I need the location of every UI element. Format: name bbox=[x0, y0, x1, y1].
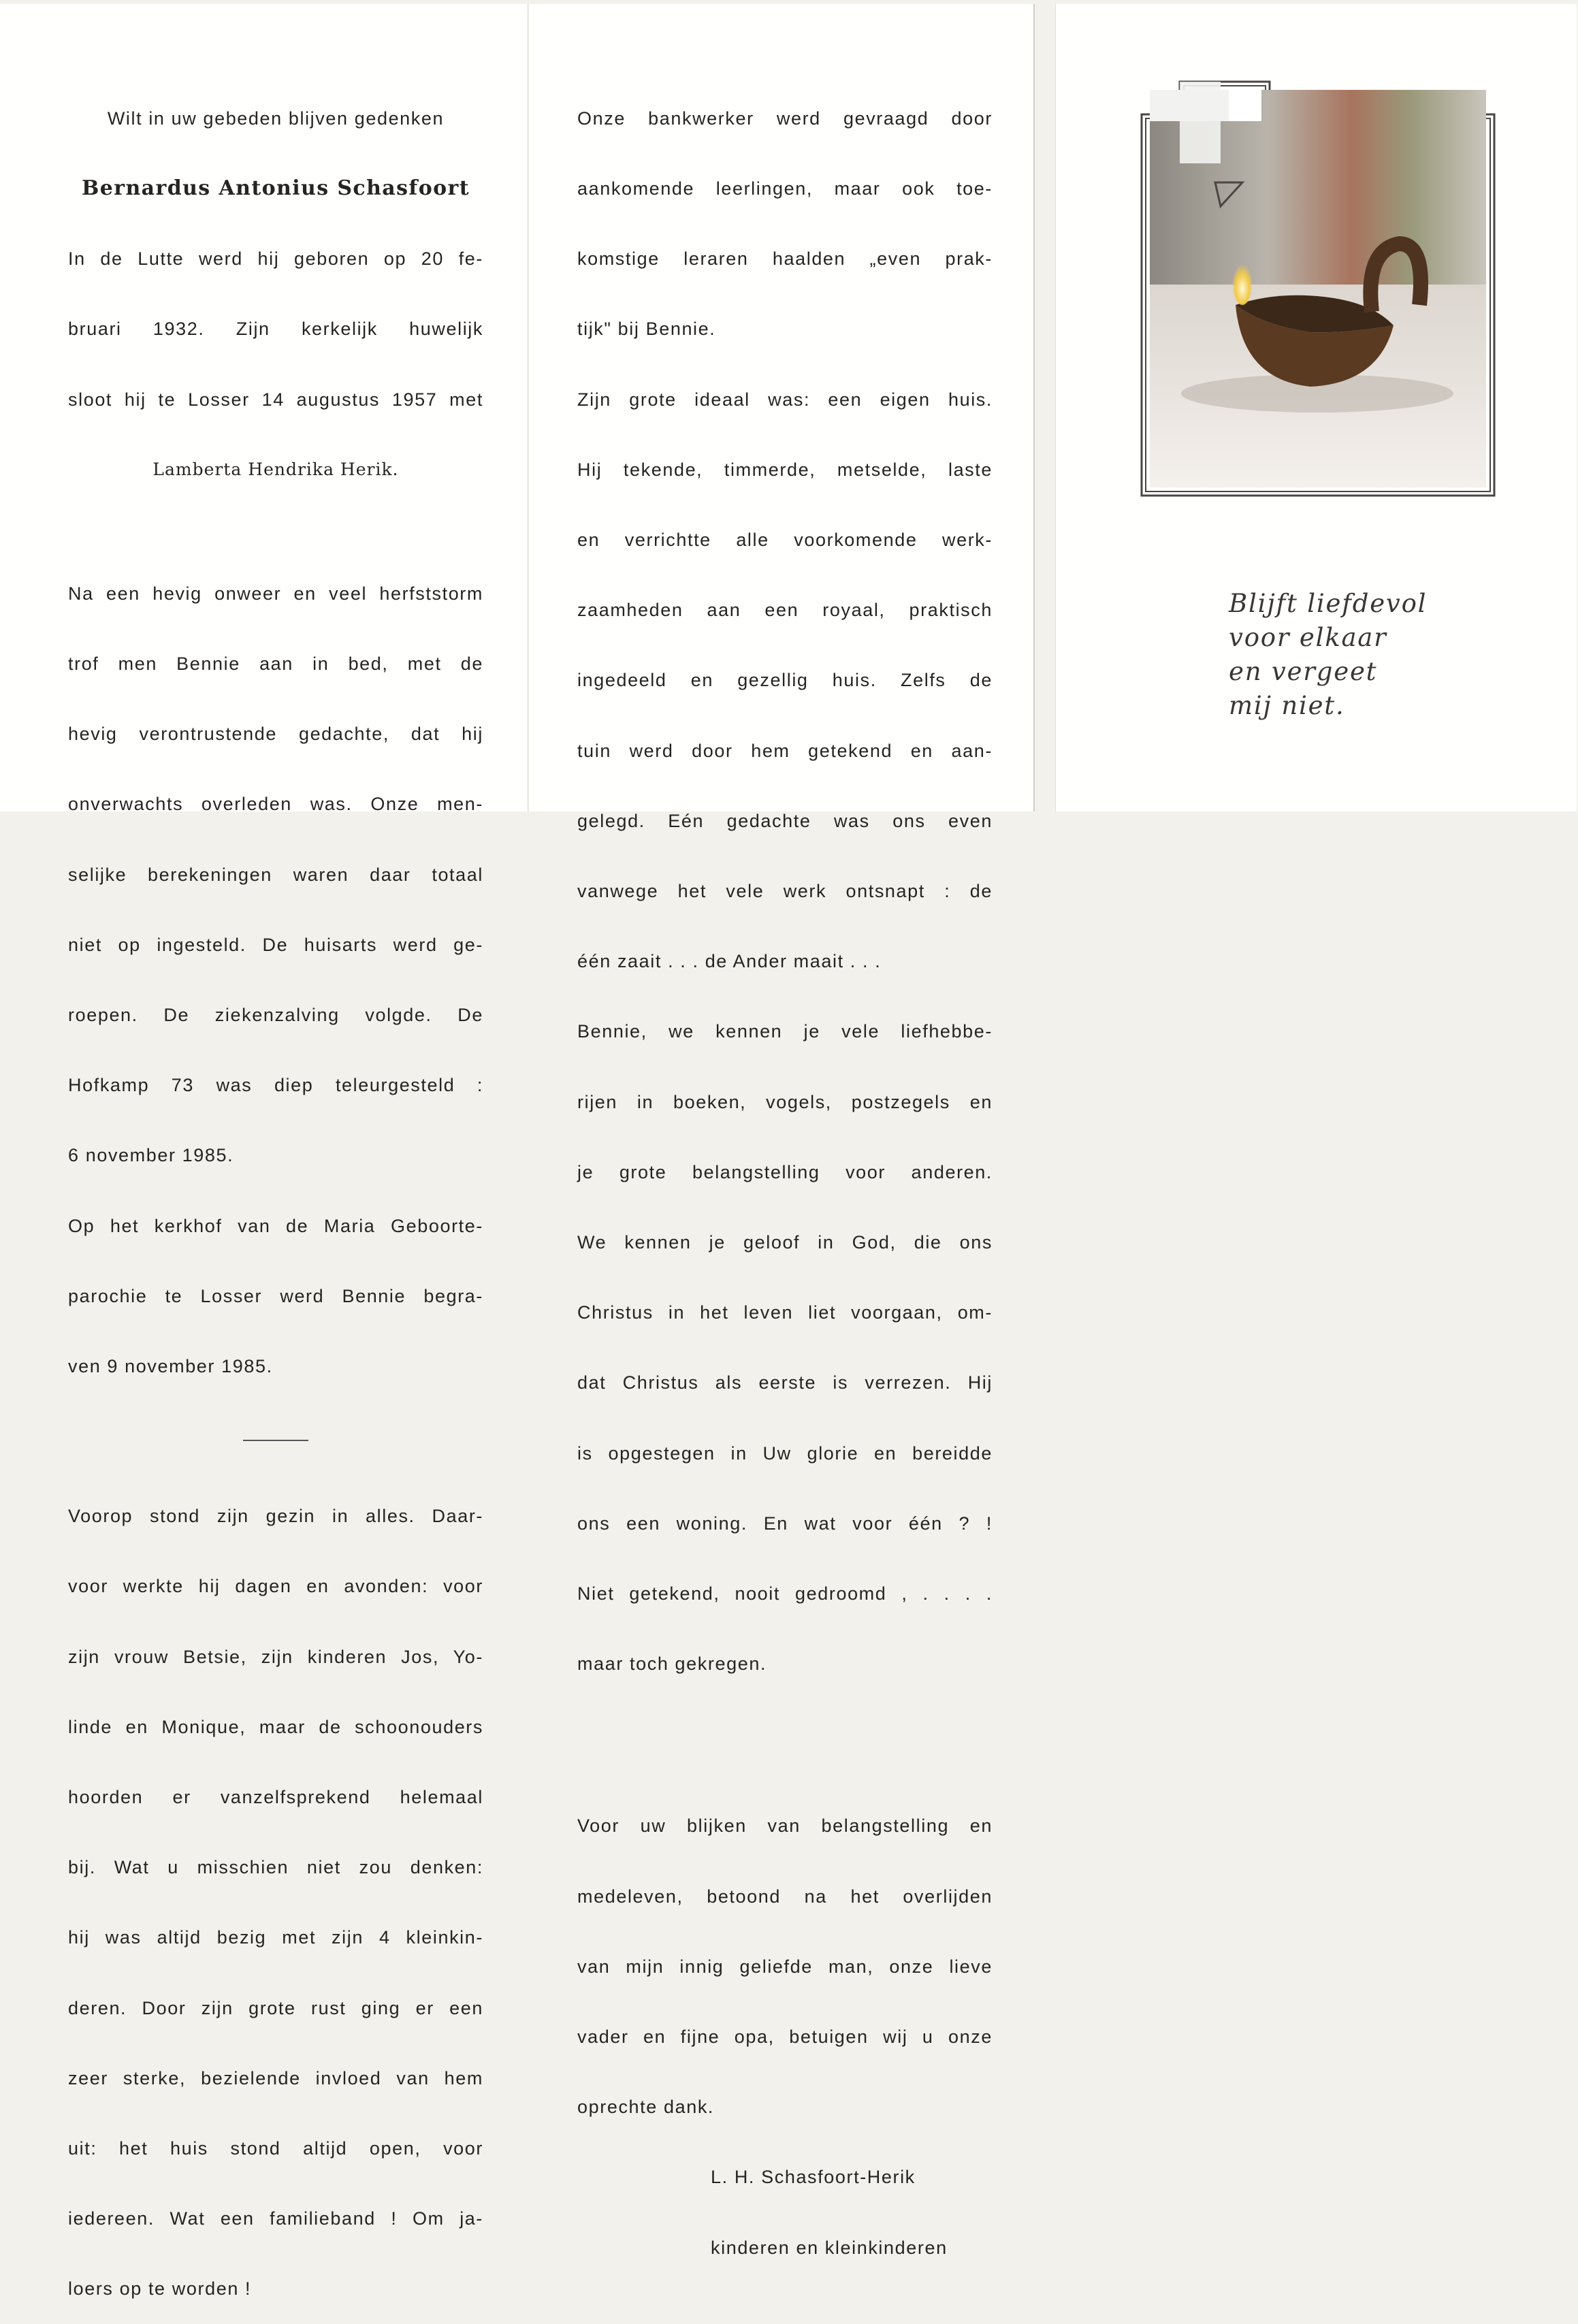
left-text-column bbox=[68, 60, 483, 2324]
text-line: Hofkamp 73 was diep teleurgesteld : bbox=[68, 1075, 483, 1096]
text-line: oprechte dank. bbox=[577, 2097, 715, 2118]
text-line: ingedeeld en gezellig huis. Zelfs de bbox=[577, 670, 993, 691]
text-line: uit: het huis stond altijd open, voor bbox=[68, 2137, 483, 2159]
text-line: aankomende leerlingen, maar ook toe- bbox=[577, 178, 993, 199]
text-line: vader en fijne opa, betuigen wij u onze bbox=[577, 2026, 993, 2047]
text-line: selijke berekeningen waren daar totaal bbox=[68, 864, 483, 885]
text-line: tijk" bij Bennie. bbox=[577, 319, 716, 340]
text-line: Na een hevig onweer en veel herfststorm bbox=[68, 583, 483, 604]
text-line: We kennen je geloof in God, die ons bbox=[577, 1232, 993, 1253]
text-line: rijen in boeken, vogels, postzegels en bbox=[577, 1091, 993, 1112]
spouse-name: Lamberta Hendrika Herik. bbox=[152, 459, 399, 479]
signature-line: L. H. Schasfoort-Herik bbox=[711, 2167, 916, 2188]
text-line: Voor uw blijken van belangstelling en bbox=[577, 1815, 993, 1837]
text-line: Christus in het leven liet voorgaan, om- bbox=[577, 1302, 993, 1323]
text-line: medeleven, betoond na het overlijden bbox=[577, 1886, 993, 1907]
text-line: parochie te Losser werd Bennie begra- bbox=[68, 1285, 483, 1306]
signature-line: kinderen en kleinkinderen bbox=[711, 2237, 948, 2258]
text-line: Zijn grote ideaal was: een eigen huis. bbox=[577, 389, 993, 410]
text-line: Hij tekende, timmerde, metselde, laste bbox=[577, 459, 993, 480]
text-line: 6 november 1985. bbox=[68, 1145, 234, 1166]
text-line: vanwege het vele werk ontsnapt : de bbox=[577, 881, 993, 902]
text-line: zeer sterke, bezielende invloed van hem bbox=[68, 2067, 483, 2088]
text-line: linde en Monique, maar de schoonouders bbox=[68, 1716, 483, 1737]
text-line: Voorop stond zijn gezin in alles. Daar- bbox=[68, 1506, 483, 1527]
poem-line: Blijft liefdevol bbox=[1229, 589, 1428, 618]
text-line: zijn vrouw Betsie, zijn kinderen Jos, Yo- bbox=[68, 1646, 483, 1667]
text-line: is opgestegen in Uw glorie en bereidde bbox=[577, 1442, 993, 1464]
divider bbox=[243, 1440, 308, 1441]
oil-lamp-photo-icon bbox=[1140, 80, 1496, 497]
text-line: ons een woning. En wat voor één ? ! bbox=[577, 1513, 993, 1534]
text-line: sloot hij te Losser 14 augustus 1957 met bbox=[68, 389, 483, 410]
text-line: loers op te worden ! bbox=[68, 2278, 252, 2299]
text-line: bij. Wat u misschien niet zou denken: bbox=[68, 1857, 483, 1878]
text-line: iedereen. Wat een familieband ! Om ja- bbox=[68, 2208, 483, 2229]
text-line: In de Lutte werd hij geboren op 20 fe- bbox=[68, 248, 483, 270]
poem-line: mij niet. bbox=[1229, 691, 1345, 720]
text-line: bruari 1932. Zijn kerkelijk huwelijk bbox=[68, 319, 483, 340]
text-line: één zaait . . . de Ander maait . . . bbox=[577, 951, 882, 972]
text-line: komstige leraren haalden „even prak- bbox=[577, 248, 993, 270]
middle-text-column bbox=[577, 60, 993, 2282]
poem-line: en vergeet bbox=[1229, 657, 1378, 686]
text-line: hevig verontrustende gedachte, dat hij bbox=[68, 724, 483, 745]
poem-line: voor elkaar bbox=[1229, 623, 1387, 652]
text-line: dat Christus als eerste is verrezen. Hij bbox=[577, 1372, 993, 1393]
text-line: hij was altijd bezig met zijn 4 kleinkin- bbox=[68, 1927, 483, 1948]
text-line: onverwachts overleden was. Onze men- bbox=[68, 794, 483, 815]
text-line: Niet getekend, nooit gedroomd , . . . . bbox=[577, 1583, 993, 1604]
text-line: van mijn innig geliefde man, onze lieve bbox=[577, 1956, 993, 1977]
text-line: voor werkte hij dagen en avonden: voor bbox=[68, 1576, 483, 1597]
text-line: en verrichtte alle voorkomende werk- bbox=[577, 530, 993, 551]
text-line: je grote belangstelling voor anderen. bbox=[577, 1161, 993, 1182]
text-line: ven 9 november 1985. bbox=[68, 1356, 273, 1377]
text-line: hoorden er vanzelfsprekend helemaal bbox=[68, 1786, 483, 1807]
text-line: zaamheden aan een royaal, praktisch bbox=[577, 600, 993, 621]
deceased-name: Bernardus Antonius Schasfoort bbox=[82, 176, 470, 201]
text-line: maar toch gekregen. bbox=[577, 1653, 767, 1675]
text-line: Bennie, we kennen je vele liefhebbe- bbox=[577, 1021, 993, 1042]
text-line: deren. Door zijn grote rust ging er een bbox=[68, 1997, 483, 2018]
poem bbox=[1229, 587, 1427, 723]
text-line: trof men Bennie aan in bed, met de bbox=[68, 653, 483, 675]
text-line: Onze bankwerker werd gevraagd door bbox=[577, 108, 993, 129]
text-line: niet op ingesteld. De huisarts werd ge- bbox=[68, 934, 483, 955]
text-line: gelegd. Eén gedachte was ons even bbox=[577, 810, 993, 831]
text-line: Op het kerkhof van de Maria Geboorte- bbox=[68, 1215, 483, 1236]
text-line: tuin werd door hem getekend en aan- bbox=[577, 740, 993, 761]
text-line: roepen. De ziekenzalving volgde. De bbox=[68, 1005, 483, 1026]
intro-line: Wilt in uw gebeden blijven gedenken bbox=[107, 108, 445, 129]
